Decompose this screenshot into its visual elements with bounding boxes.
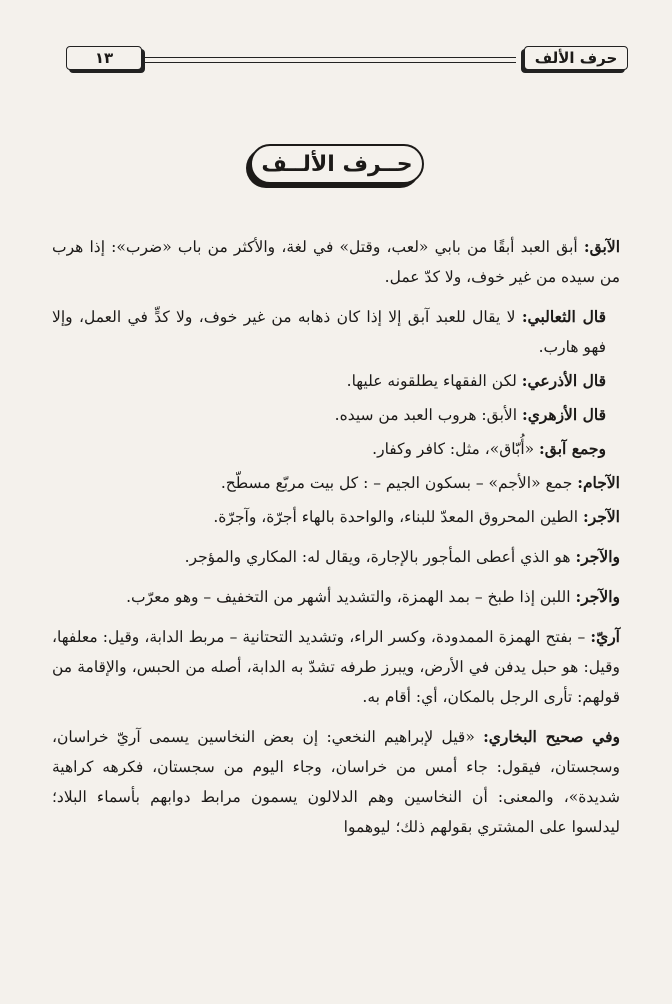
page-number: ١٣ bbox=[94, 49, 114, 67]
entry-term: والآجر: bbox=[575, 587, 620, 606]
entry-paragraph bbox=[52, 400, 620, 430]
entry-text: الأبق: هروب العبد من سيده. bbox=[334, 406, 522, 424]
header-title-box bbox=[524, 46, 628, 70]
entry-term: الآبق: bbox=[583, 237, 620, 256]
chapter-heading-box bbox=[250, 144, 424, 184]
entry-term: قال الأزهري: bbox=[521, 405, 606, 424]
entry-term: والآجر: bbox=[575, 547, 620, 566]
entry-text: هو الذي أعطى المأجور بالإجارة، ويقال له: المكاري والمؤجر. bbox=[184, 548, 576, 566]
entry-term: قال الثعالبي: bbox=[521, 307, 606, 326]
entry-text: جمع «الأجم» – بسكون الجيم – : كل بيت مربّع مسطّح. bbox=[220, 474, 578, 492]
page-number-box bbox=[66, 46, 142, 70]
entry-text: الطين المحروق المعدّ للبناء، والواحدة بالهاء أجرّة، وآجرّة. bbox=[213, 508, 583, 526]
entry-paragraph bbox=[52, 622, 620, 712]
entry-term: آريّ: bbox=[590, 627, 620, 646]
entry-paragraph bbox=[52, 582, 620, 612]
header-rule bbox=[144, 57, 516, 63]
entry-paragraph bbox=[52, 302, 620, 362]
entry-term: الآجام: bbox=[577, 473, 620, 492]
entry-term: قال الأذرعي: bbox=[521, 371, 606, 390]
entry-text: لا يقال للعبد آبق إلا إذا كان ذهابه من غير خوف، ولا كدٍّ في العمل، وإلا فهو هارب. bbox=[52, 308, 606, 356]
entry-term: وفي صحيح البخاري: bbox=[483, 727, 620, 746]
entry-paragraph bbox=[52, 542, 620, 572]
entry-text: أبق العبد أبقًا من بابي «لعب، وقتل» في لغة، والأكثر من باب «ضرب»: إذا هرب من سيده من غير خوف، ولا كدّ عمل. bbox=[52, 238, 620, 286]
body-text bbox=[52, 232, 620, 852]
entry-paragraph bbox=[52, 722, 620, 842]
chapter-title: حــرف الألــف bbox=[261, 151, 413, 177]
entry-text: – بفتح الهمزة الممدودة، وكسر الراء، وتشديد التحتانية – مربط الدابة، وقيل: معلفها، وقيل: هو حبل يدفن في الأرض، ويبرز طرفه تشدّ به الدابة، أصله من الحبس، والإقامة من قولهم: تأرى الرجل بالمكان، أي: أقام به. bbox=[52, 628, 620, 706]
entry-paragraph bbox=[52, 468, 620, 498]
entry-term: الآجر: bbox=[582, 507, 620, 526]
entry-paragraph bbox=[52, 502, 620, 532]
entry-paragraph bbox=[52, 366, 620, 396]
entry-paragraph bbox=[52, 434, 620, 464]
running-header bbox=[66, 46, 628, 76]
entry-text: اللبن إذا طبخ – بمد الهمزة، والتشديد أشهر من التخفيف – وهو معرّب. bbox=[126, 588, 576, 606]
entry-text: لكن الفقهاء يطلقونه عليها. bbox=[346, 372, 522, 390]
header-title: حرف الألف bbox=[534, 49, 618, 67]
entry-text: «قيل لإبراهيم النخعي: إن بعض النخاسين يسمى آريّ خراسان، وسجستان، فيقول: جاء أمس من خراسان، وجاء اليوم من سجستان، فكرهه كراهية شديدة»، والمعنى: أن النخاسين وهم الدلالون يسمون مرابط دوابهم بأسماء البلاد؛ ليدلسوا على المشتري بقولهم ذلك؛ ليوهموا bbox=[52, 728, 620, 836]
entry-text: «أُبّاق»، مثل: كافر وكفار. bbox=[372, 440, 540, 458]
entry-paragraph bbox=[52, 232, 620, 292]
entry-term: وجمع آبق: bbox=[539, 439, 606, 458]
